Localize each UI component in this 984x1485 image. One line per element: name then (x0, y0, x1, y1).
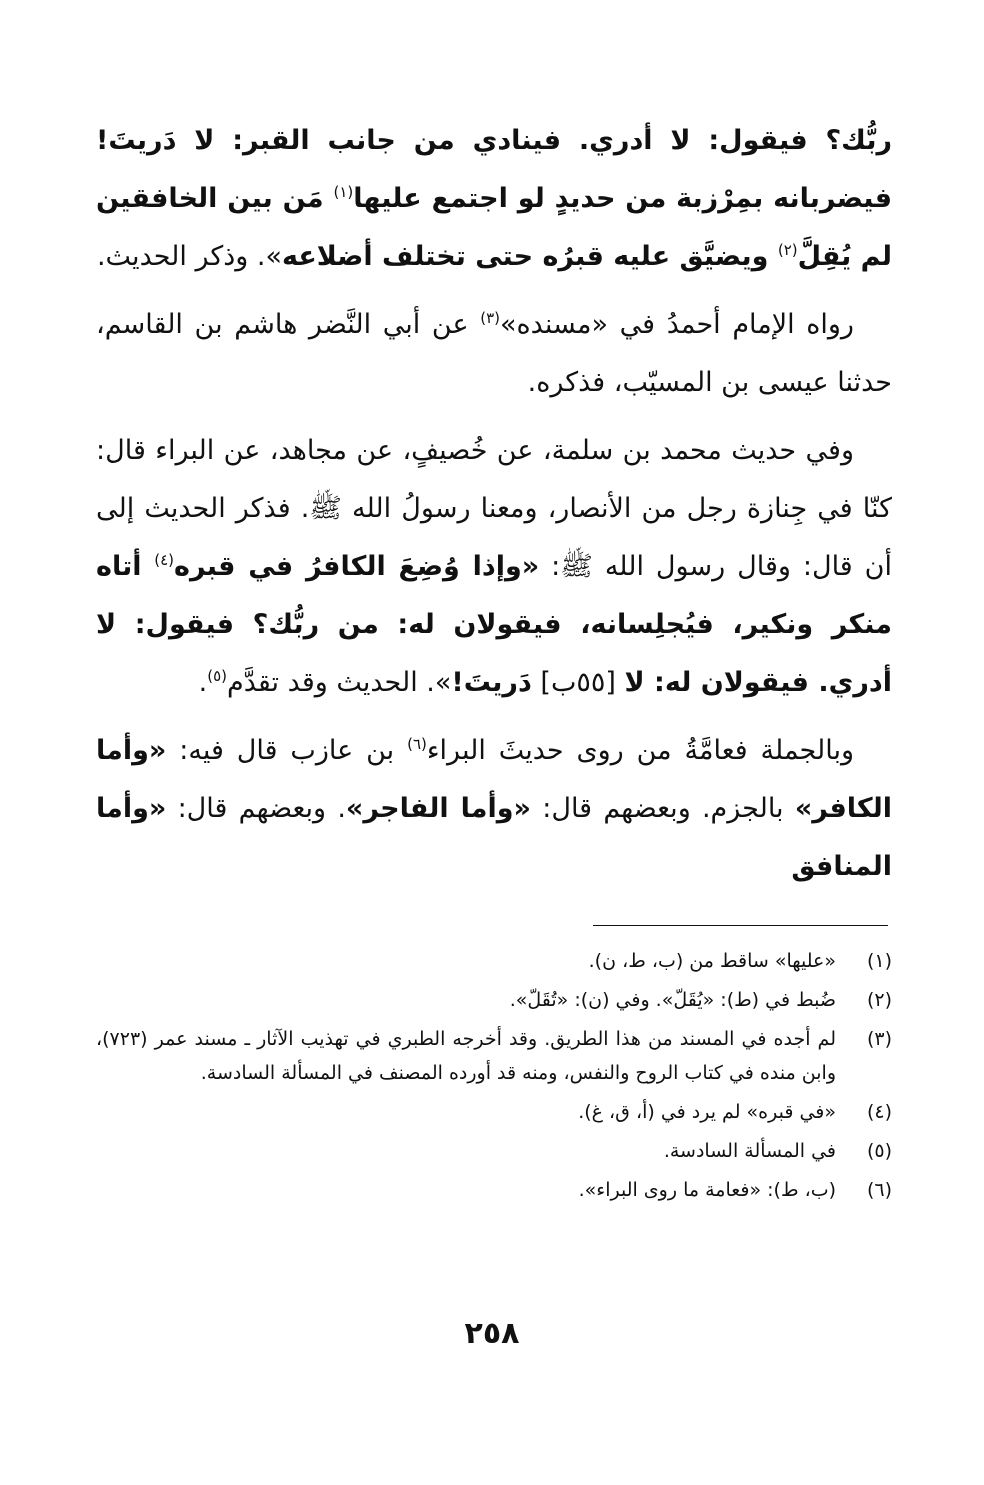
text-run: أتاه منكر ونكير، فيُجلِسانه، فيقولان له: من ربُّك؟ فيقول: لا أدري. فيقولان له: لا (96, 551, 892, 698)
text-run: ربُّك؟ فيقول: لا أدري. فينادي من جانب القبر: لا دَريتَ! فيضربانه بمِرْزبة من حديدٍ لو اجتمع عليها (96, 125, 893, 214)
text-run: «وأما الفاجر» (345, 793, 531, 824)
footnote (96, 1134, 892, 1168)
text-run: . وبعضهم قال: (166, 793, 346, 824)
footnote (96, 1173, 892, 1207)
footnote (96, 1095, 892, 1129)
text-run: «وأما الكافر» (96, 735, 892, 824)
paragraph-4 (96, 722, 892, 896)
footnote (96, 983, 892, 1017)
footnote-ref-1: (١) (333, 183, 354, 201)
text-run: دَريتَ! (451, 667, 532, 698)
footnote-number: (٤) (866, 1101, 892, 1123)
footnote (96, 1022, 892, 1090)
manuscript-folio-marker: [٥٥ب] (531, 667, 625, 698)
text-run: عن أبي النَّضر هاشم بن القاسم، حدثنا عيسى بن المسيّب، فذكره. (96, 309, 892, 398)
footnote (96, 944, 892, 978)
text-run: . (198, 667, 208, 698)
paragraph-1 (96, 112, 892, 286)
footnote-number: (٣) (866, 1028, 892, 1050)
text-run: ويضيَّق عليه قبرُه حتى تختلف أضلاعه (281, 241, 778, 272)
footnotes (96, 944, 892, 1212)
footnote-number: (٢) (866, 989, 892, 1011)
footnote-divider (593, 925, 888, 926)
footnote-text: ضُبط في (ط): «يُقَلّ». وفي (ن): «تُقَلّ». (509, 989, 836, 1011)
footnote-text: في المسألة السادسة. (663, 1140, 836, 1162)
page-number: ٢٥٨ (464, 1316, 520, 1351)
text-run: بالجزم. وبعضهم قال: (530, 793, 795, 824)
main-text (96, 112, 892, 896)
text-run: ». وذكر الحديث. (96, 241, 282, 272)
text-run: «وأما المنافق (96, 793, 892, 882)
paragraph-3 (96, 422, 892, 712)
text-run: مَن بين الخافقين لم يُقِلَّ (96, 183, 892, 272)
footnote-text: (ب، ط): «فعامة ما روى البراء». (578, 1179, 836, 1201)
footnote-text: «في قبره» لم يرد في (أ، ق، غ). (578, 1101, 836, 1123)
footnote-text: «عليها» ساقط من (ب، ط، ن). (588, 950, 836, 972)
footnote-number: (٥) (866, 1140, 892, 1162)
paragraph-2 (96, 296, 892, 412)
footnote-ref-5: (٥) (207, 667, 227, 685)
footnote-ref-3: (٣) (480, 309, 500, 327)
footnote-number: (١) (866, 950, 892, 972)
text-run: وبالجملة فعامَّةُ من روى حديثَ البراء (426, 735, 854, 766)
footnote-number: (٦) (866, 1179, 892, 1201)
footnote-ref-6: (٦) (407, 735, 427, 753)
text-run: «وإذا وُضِعَ الكافرُ في قبره (174, 551, 540, 582)
text-run: رواه الإمام أحمدُ في «مسنده» (499, 309, 854, 340)
footnote-text: لم أجده في المسند من هذا الطريق. وقد أخرجه الطبري في تهذيب الآثار ـ مسند عمر (٧٢٣)، وابن منده في كتاب الروح والنفس، ومنه قد أورده المصنف في المسألة السادسة. (96, 1028, 836, 1084)
text-run: وفي حديث محمد بن سلمة، عن خُصيفٍ، عن مجاهد، عن البراء قال: كنّا في جِنازة رجل من الأنصار، ومعنا رسولُ الله ﷺ. فذكر الحديث إلى أن قال: وقال رسول الله ﷺ: (96, 435, 892, 582)
footnote-ref-2: (٢) (777, 241, 798, 259)
text-run: ». الحديث وقد تقدَّم (227, 667, 452, 698)
footnote-ref-4: (٤) (154, 551, 175, 569)
text-run: بن عازب قال فيه: (166, 735, 408, 766)
